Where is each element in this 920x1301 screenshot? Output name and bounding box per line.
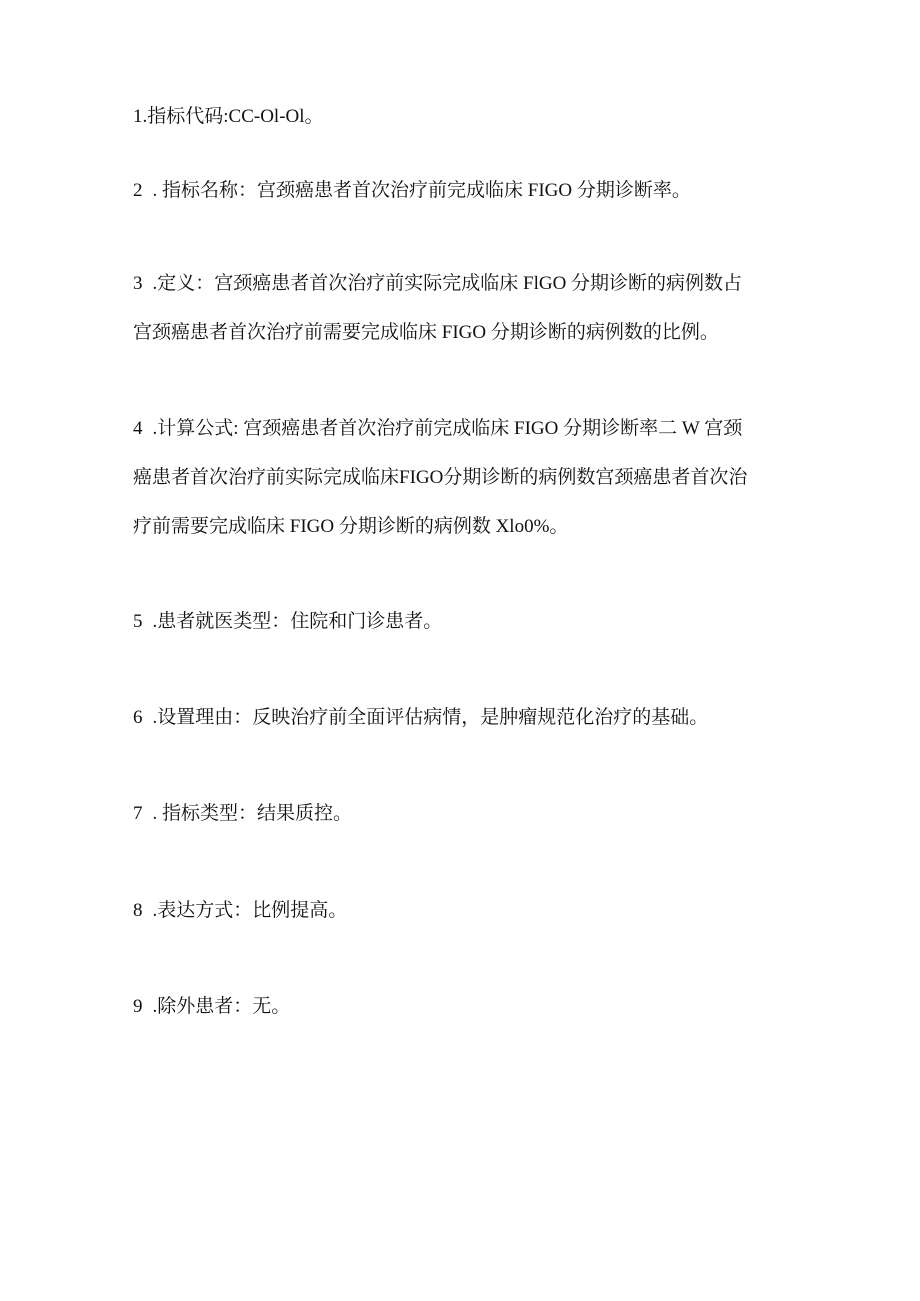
item-1-indicator-code xyxy=(133,92,792,141)
item-5-number: 5 xyxy=(133,611,143,632)
item-5-text: .患者就医类型：住院和门诊患者。 xyxy=(152,611,443,632)
item-8-expression xyxy=(133,886,792,935)
item-5-patient-type xyxy=(133,597,792,646)
item-9-text: .除外患者：无。 xyxy=(152,996,291,1017)
item-3-number: 3 xyxy=(133,273,143,294)
item-4-line-1 xyxy=(133,404,792,453)
item-6-number: 6 xyxy=(133,707,143,728)
item-9-number: 9 xyxy=(133,996,143,1017)
item-6-text: .设置理由：反映治疗前全面评估病情，是肿瘤规范化治疗的基础。 xyxy=(152,707,709,728)
item-4-text-line-1: .计算公式: 宫颈癌患者首次治疗前完成临床 FIGO 分期诊断率二 W 宫颈 xyxy=(152,418,743,439)
item-3-text-line-1: .定义：宫颈癌患者首次治疗前实际完成临床 FlGO 分期诊断的病例数占 xyxy=(152,273,743,294)
item-1-text: 1.指标代码:CC-Ol-Ol。 xyxy=(133,106,324,127)
item-8-number: 8 xyxy=(133,900,143,921)
item-4-text-line-3: 疗前需要完成临床 FIGO 分期诊断的病例数 Xlo0%。 xyxy=(133,516,569,537)
item-2-indicator-name xyxy=(133,166,792,215)
item-4-formula xyxy=(133,404,792,551)
item-4-text-line-2: 癌患者首次治疗前实际完成临床FIGO分期诊断的病例数宫颈癌患者首次治 xyxy=(133,467,748,488)
item-2-text: . 指标名称：宫颈癌患者首次治疗前完成临床 FIGO 分期诊断率。 xyxy=(152,180,691,201)
item-8-text: .表达方式：比例提高。 xyxy=(152,900,348,921)
item-7-text: . 指标类型：结果质控。 xyxy=(152,803,353,824)
item-2-number: 2 xyxy=(133,180,143,201)
item-9-exclusions xyxy=(133,982,792,1031)
item-4-number: 4 xyxy=(133,418,143,439)
item-3-text-line-2: 宫颈癌患者首次治疗前需要完成临床 FIGO 分期诊断的病例数的比例。 xyxy=(133,322,719,343)
item-3-definition xyxy=(133,259,792,357)
item-6-rationale xyxy=(133,693,792,742)
item-3-line-1 xyxy=(133,259,792,308)
item-7-indicator-type xyxy=(133,789,792,838)
item-7-number: 7 xyxy=(133,803,143,824)
